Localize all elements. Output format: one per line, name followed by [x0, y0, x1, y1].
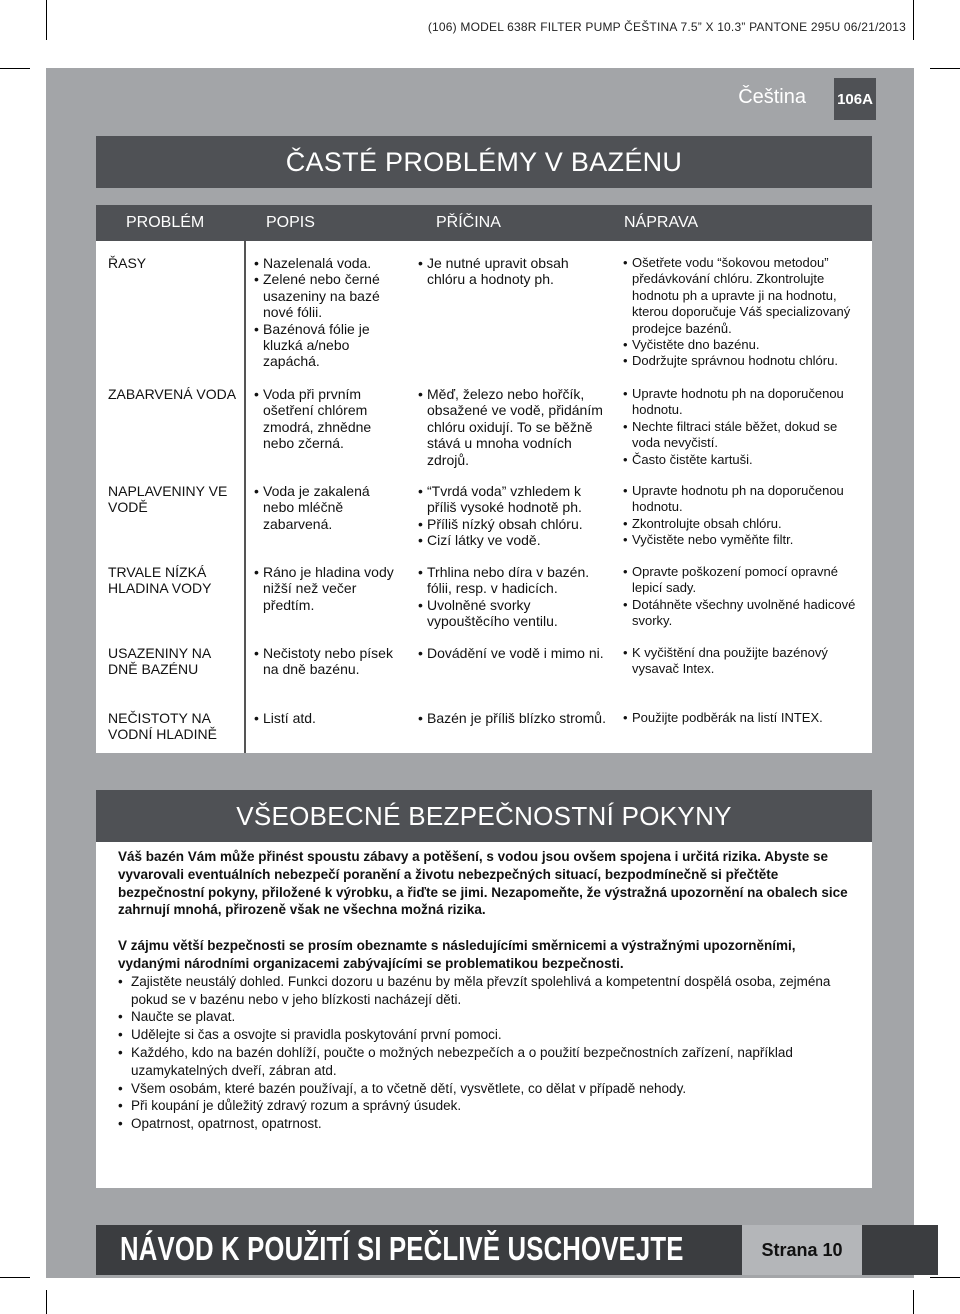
safety-bullet	[118, 1008, 850, 1026]
bullet-dot: •	[623, 255, 628, 270]
bullet-item	[418, 532, 608, 548]
safety-guidelines-intro: V zájmu větší bezpečnosti se prosím obeznamte s následujícími směrnicemi a výstražnými upozorněními, vydanými národními organizacemi zabývajícími se problematikou bezpečnosti.	[118, 938, 796, 971]
header-problem: PROBLÉM	[126, 214, 205, 231]
crop-mark	[46, 1290, 47, 1314]
bullet-item	[254, 483, 404, 532]
bullet-dot: •	[118, 973, 123, 989]
bullet-item	[254, 271, 404, 320]
problem-cell: ŘASY	[108, 255, 147, 271]
bullet-item	[418, 710, 608, 726]
popis-cell	[254, 645, 404, 678]
bullet-text: Zkontrolujte obsah chlóru.	[632, 515, 782, 531]
bullet-item	[418, 597, 608, 630]
bullet-text: Bazén je příliš blízko stromů.	[427, 710, 606, 726]
column-divider	[244, 241, 246, 753]
pricina-cell	[418, 255, 608, 288]
bullet-dot: •	[623, 386, 628, 401]
bullet-item	[254, 386, 404, 452]
safety-bullet-text: Naučte se plavat.	[131, 1009, 236, 1025]
bullet-dot: •	[254, 320, 259, 337]
bullet-text: Listí atd.	[263, 710, 316, 726]
pricina-cell	[418, 483, 608, 549]
problem-cell: USAZENINY NA DNĚ BAZÉNU	[108, 645, 211, 678]
bullet-dot: •	[623, 515, 628, 531]
footer-title: NÁVOD K POUŽITÍ SI PEČLIVĚ USCHOVEJTE	[120, 1230, 684, 1267]
bullet-text: Vyčistěte nebo vyměňte filtr.	[632, 532, 794, 548]
header-naprava: NÁPRAVA	[624, 214, 699, 231]
bullet-text: Voda je zakalená nebo mléčně zabarvená.	[263, 483, 370, 532]
safety-bullet	[118, 1044, 850, 1080]
bullet-dot: •	[418, 386, 423, 402]
bullet-text: Cizí látky ve vodě.	[427, 532, 541, 549]
bullet-item	[254, 255, 404, 271]
problem-cell: NEČISTOTY NA VODNÍ HLADINĚ	[108, 710, 217, 743]
popis-cell	[254, 483, 404, 532]
bullet-item	[623, 597, 868, 630]
bullet-dot: •	[254, 386, 259, 402]
bullet-text: Uvolněné svorky vypouštěcího ventilu.	[427, 596, 558, 630]
crop-mark	[0, 68, 30, 69]
pricina-cell	[418, 564, 608, 630]
bullet-item	[623, 452, 868, 468]
bullet-text: K vyčištění dna použijte bazénový vysavač Intex.	[632, 645, 828, 677]
pricina-cell	[418, 386, 608, 468]
bullet-item	[623, 483, 868, 516]
naprava-cell	[623, 255, 868, 370]
print-header: (106) MODEL 638R FILTER PUMP ČEŠTINA 7.5” X 10.3” PANTONE 295U 06/21/2013	[427, 20, 906, 34]
safety-bullet-text: Při koupání je důležitý zdravý rozum a správný úsudek.	[131, 1098, 462, 1114]
bullet-dot: •	[418, 483, 423, 499]
page-tab: 106A	[834, 78, 876, 120]
bullet-item	[418, 255, 608, 288]
crop-mark	[0, 1277, 30, 1278]
bullet-text: Je nutné upravit obsah chlóru a hodnoty ph.	[427, 255, 569, 288]
bullet-dot: •	[118, 1080, 123, 1096]
problem-cell: TRVALE NÍZKÁ HLADINA VODY	[108, 564, 212, 597]
bullet-text: Trhlina nebo díra v bazén. fólii, resp. v hadicích.	[427, 564, 590, 597]
bullet-item	[623, 564, 868, 597]
header-popis: POPIS	[266, 214, 315, 231]
bullet-dot: •	[254, 710, 259, 726]
bullet-dot: •	[623, 564, 628, 579]
bullet-text: Často čistěte kartuši.	[632, 451, 753, 467]
header-pricina: PŘÍČINA	[436, 214, 501, 231]
bullet-item	[623, 645, 868, 678]
table-header	[96, 205, 872, 241]
bullet-text: Příliš nízký obsah chlóru.	[427, 515, 583, 532]
bullet-dot: •	[418, 532, 423, 549]
safety-bullet-text: Všem osobám, které bazén používají, a to včetně dětí, vysvětlete, co dělat v případě nehody.	[131, 1080, 687, 1096]
bullet-item	[254, 710, 404, 726]
naprava-cell	[623, 645, 868, 678]
bullet-dot: •	[623, 337, 628, 353]
bullet-dot: •	[623, 353, 628, 369]
bullet-text: Voda při prvním ošetření chlórem zmodrá, zhnědne nebo zčerná.	[263, 386, 372, 452]
bullet-item	[623, 386, 868, 419]
naprava-cell	[623, 386, 868, 468]
bullet-dot: •	[623, 483, 628, 498]
safety-intro: Váš bazén Vám může přinést spoustu zábavy a potěšení, s vodou jsou ovšem spojena i určitá rizika. Abyste se vyvarovali eventuálních nebezpečí poranění a životu nebezpečných situací, bezpodmínečně si přečtěte bezpečnostní pokyny, přiložené k výrobku, a řiďte se jimi. Nezapomeňte, že výstražná upozornění na obalech sice zahrnují mnohá, přirozeně však ne všechna možná rizika.	[118, 849, 848, 918]
bullet-item	[623, 516, 868, 532]
bullet-item	[623, 337, 868, 353]
bullet-item	[623, 255, 868, 337]
bullet-dot: •	[254, 255, 259, 271]
bullet-text: Nechte filtraci stále běžet, dokud se voda nevyčistí.	[632, 418, 838, 451]
bullet-item	[254, 564, 404, 613]
bullet-item	[623, 532, 868, 548]
bullet-text: Nečistoty nebo písek na dně bazénu.	[263, 645, 393, 678]
bullet-dot: •	[418, 255, 423, 271]
bullet-text: “Tvrdá voda” vzhledem k příliš vysoké hodnotě ph.	[427, 483, 582, 516]
bullet-dot: •	[623, 418, 628, 434]
naprava-cell	[623, 483, 868, 549]
safety-bullet-text: Každého, kdo na bazén dohlíží, poučte o možných nebezpečích a o použití bezpečnostních zařízení, například uzamykatelných dveří, zábran atd.	[131, 1044, 793, 1078]
bullet-dot: •	[418, 645, 423, 661]
safety-title: VŠEOBECNÉ BEZPEČNOSTNÍ POKYNY	[96, 790, 872, 842]
bullet-item	[418, 386, 608, 468]
bullet-dot: •	[118, 1044, 123, 1060]
bullet-dot: •	[623, 645, 628, 660]
page-number: Strana 10	[742, 1225, 862, 1275]
bullet-dot: •	[118, 1116, 123, 1132]
bullet-item	[623, 419, 868, 452]
bullet-dot: •	[254, 483, 259, 499]
crop-mark	[913, 0, 914, 40]
bullet-text: Ráno je hladina vody nižší než večer předtím.	[263, 564, 394, 613]
popis-cell	[254, 386, 404, 452]
popis-cell	[254, 564, 404, 613]
pricina-cell	[418, 645, 608, 661]
bullet-dot: •	[623, 710, 628, 725]
bullet-text: Použijte podběrák na listí INTEX.	[632, 710, 823, 725]
bullet-text: Bazénová fólie je kluzká a/nebo zapáchá.	[263, 320, 370, 370]
problem-cell: ZABARVENÁ VODA	[108, 386, 237, 402]
crop-mark	[930, 68, 960, 69]
safety-list	[118, 973, 850, 1133]
bullet-dot: •	[418, 564, 423, 580]
bullet-dot: •	[118, 1098, 123, 1114]
bullet-dot: •	[118, 1009, 123, 1025]
bullet-item	[254, 645, 404, 678]
safety-bullet-text: Opatrnost, opatrnost, opatrnost.	[131, 1116, 322, 1132]
bullet-text: Upravte hodnotu ph na doporučenou hodnotu.	[632, 386, 844, 418]
bullet-text: Měď, železo nebo hořčík, obsažené ve vodě, přidáním chlóru oxidují. To se běžně stává u mnoha vodních zdrojů.	[427, 386, 603, 468]
problem-cell: NAPLAVENINY VE VODĚ	[108, 483, 228, 516]
problems-table	[96, 241, 872, 753]
safety-bullet-text: Zajistěte neustálý dohled. Funkci dozoru u bazénu by měla převzít spolehlivá a kompetentní dospělá osoba, zejména pokud se v bazénu nebo v jeho blízkosti nacházejí děti.	[131, 973, 831, 1007]
bullet-item	[418, 645, 608, 661]
bullet-text: Dodržujte správnou hodnotu chlóru.	[632, 353, 838, 369]
pricina-cell	[418, 710, 608, 726]
popis-cell	[254, 255, 404, 370]
bullet-item	[623, 710, 868, 726]
safety-bullet	[118, 1115, 850, 1133]
bullet-text: Opravte poškození pomocí opravné lepicí sady.	[632, 564, 838, 596]
safety-bullet	[118, 1097, 850, 1115]
bullet-item	[418, 483, 608, 516]
bullet-dot: •	[418, 710, 423, 726]
bullet-text: Dotáhněte všechny uvolněné hadicové svorky.	[632, 596, 856, 629]
crop-mark	[46, 0, 47, 40]
crop-mark	[930, 1277, 960, 1278]
bullet-dot: •	[623, 596, 628, 612]
bullet-text: Nazelenalá voda.	[263, 255, 372, 271]
popis-cell	[254, 710, 404, 726]
bullet-text: Zelené nebo černé usazeniny na bazé nové fólii.	[263, 271, 380, 321]
bullet-text: Vyčistěte dno bazénu.	[632, 337, 760, 353]
safety-bullet-text: Udělejte si čas a osvojte si pravidla poskytování první pomoci.	[131, 1027, 502, 1043]
safety-bullet	[118, 1080, 850, 1098]
naprava-cell	[623, 710, 868, 726]
bullet-text: Ošetřete vodu “šokovou metodou” předávkování chlóru. Zkontrolujte hodnotu ph a upravte ji na hodnotu, kterou doporučuje Váš specializovaný prodejce bazénů.	[632, 255, 851, 336]
bullet-dot: •	[623, 451, 628, 467]
bullet-item	[418, 516, 608, 532]
bullet-dot: •	[623, 532, 628, 548]
bullet-dot: •	[254, 271, 259, 288]
safety-bullet	[118, 1026, 850, 1044]
bullet-text: Upravte hodnotu ph na doporučenou hodnotu.	[632, 483, 844, 515]
crop-mark	[913, 1290, 914, 1314]
bullet-dot: •	[418, 515, 423, 532]
naprava-cell	[623, 564, 868, 630]
safety-section	[96, 842, 872, 1188]
language-label: Čeština	[738, 86, 806, 108]
safety-bullet	[118, 973, 850, 1009]
bullet-text: Dovádění ve vodě i mimo ni.	[427, 645, 604, 661]
bullet-dot: •	[118, 1027, 123, 1043]
page-title: ČASTÉ PROBLÉMY V BAZÉNU	[96, 136, 872, 188]
bullet-dot: •	[254, 645, 259, 661]
bullet-dot: •	[254, 564, 259, 580]
bullet-dot: •	[418, 596, 423, 613]
bullet-item	[254, 321, 404, 370]
bullet-item	[623, 353, 868, 369]
bullet-item	[418, 564, 608, 597]
